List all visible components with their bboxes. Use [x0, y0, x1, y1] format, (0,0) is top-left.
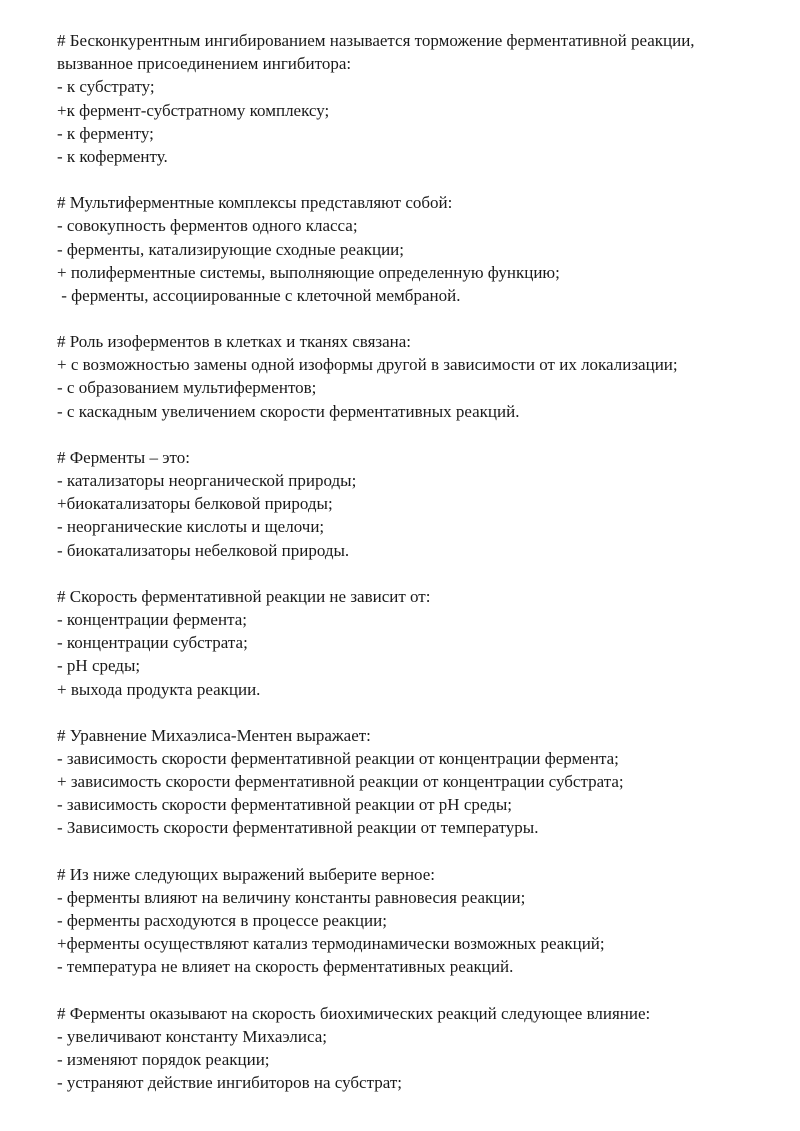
answer-option-correct: +к фермент-субстратному комплексу; — [57, 100, 330, 120]
document-page — [57, 29, 787, 1117]
question-1 — [57, 29, 787, 168]
question-text: # Ферменты оказывают на скорость биохимических реакций следующее влияние: — [57, 1003, 651, 1023]
question-text: # Уравнение Михаэлиса-Ментен выражает: — [57, 725, 371, 745]
answer-option: - совокупность ферментов одного класса; — [57, 216, 358, 236]
question-text: # Бесконкурентным ингибированием называется торможение ферментативной реакции, — [57, 31, 695, 50]
question-text: # Ферменты – это: — [57, 447, 190, 467]
answer-option: - Зависимость скорости ферментативной реакции от температуры. — [57, 818, 539, 838]
answer-option-correct: + с возможностью замены одной изоформы другой в зависимости от их локализации; — [57, 355, 678, 375]
answer-option: - ферменты, ассоциированные с клеточной мембраной. — [57, 285, 461, 305]
answer-option: - с образованием мультиферментов; — [57, 378, 317, 398]
answer-option: - зависимость скорости ферментативной реакции от pH среды; — [57, 795, 512, 815]
answer-option-correct: + полиферментные системы, выполняющие определенную функцию; — [57, 262, 560, 282]
answer-option: - к субстрату; — [57, 77, 155, 97]
question-8 — [57, 1002, 787, 1095]
question-7 — [57, 863, 787, 979]
question-5 — [57, 585, 787, 701]
answer-option: - зависимость скорости ферментативной реакции от концентрации фермента; — [57, 748, 619, 768]
answer-option: - к коферменту. — [57, 146, 168, 166]
question-6 — [57, 724, 787, 840]
question-text: # Из ниже следующих выражений выберите верное: — [57, 864, 436, 884]
answer-option: - устраняют действие ингибиторов на субстрат; — [57, 1073, 402, 1093]
answer-option: - неорганические кислоты и щелочи; — [57, 517, 325, 537]
answer-option: - изменяют порядок реакции; — [57, 1049, 270, 1069]
question-text: # Мультиферментные комплексы представляют собой: — [57, 193, 453, 213]
answer-option: - концентрации фермента; — [57, 609, 247, 629]
answer-option: - с каскадным увеличением скорости ферментативных реакций. — [57, 401, 520, 421]
answer-option: - биокатализаторы небелковой природы. — [57, 540, 350, 560]
question-text: # Роль изоферментов в клетках и тканях связана: — [57, 332, 412, 352]
answer-option: - увеличивают константу Михаэлиса; — [57, 1026, 328, 1046]
question-3 — [57, 330, 787, 423]
answer-option-correct: +ферменты осуществляют катализ термодинамически возможных реакций; — [57, 934, 605, 954]
question-text: вызванное присоединением ингибитора: — [57, 54, 352, 74]
answer-option-correct: + выхода продукта реакции. — [57, 679, 261, 699]
answer-option: - ферменты, катализирующие сходные реакции; — [57, 239, 404, 259]
answer-option-correct: +биокатализаторы белковой природы; — [57, 494, 333, 514]
answer-option: - концентрации субстрата; — [57, 633, 248, 653]
question-text: # Скорость ферментативной реакции не зависит от: — [57, 586, 431, 606]
answer-option: - ферменты влияют на величину константы равновесия реакции; — [57, 887, 526, 907]
answer-option: - катализаторы неорганической природы; — [57, 471, 357, 490]
answer-option: - к ферменту; — [57, 123, 154, 143]
answer-option-correct: + зависимость скорости ферментативной реакции от концентрации субстрата; — [57, 772, 624, 792]
answer-option: - pH среды; — [57, 656, 141, 676]
question-4 — [57, 446, 787, 562]
question-2 — [57, 191, 787, 307]
answer-option: - температура не влияет на скорость ферментативных реакций. — [57, 957, 514, 977]
answer-option: - ферменты расходуются в процессе реакции; — [57, 911, 387, 930]
